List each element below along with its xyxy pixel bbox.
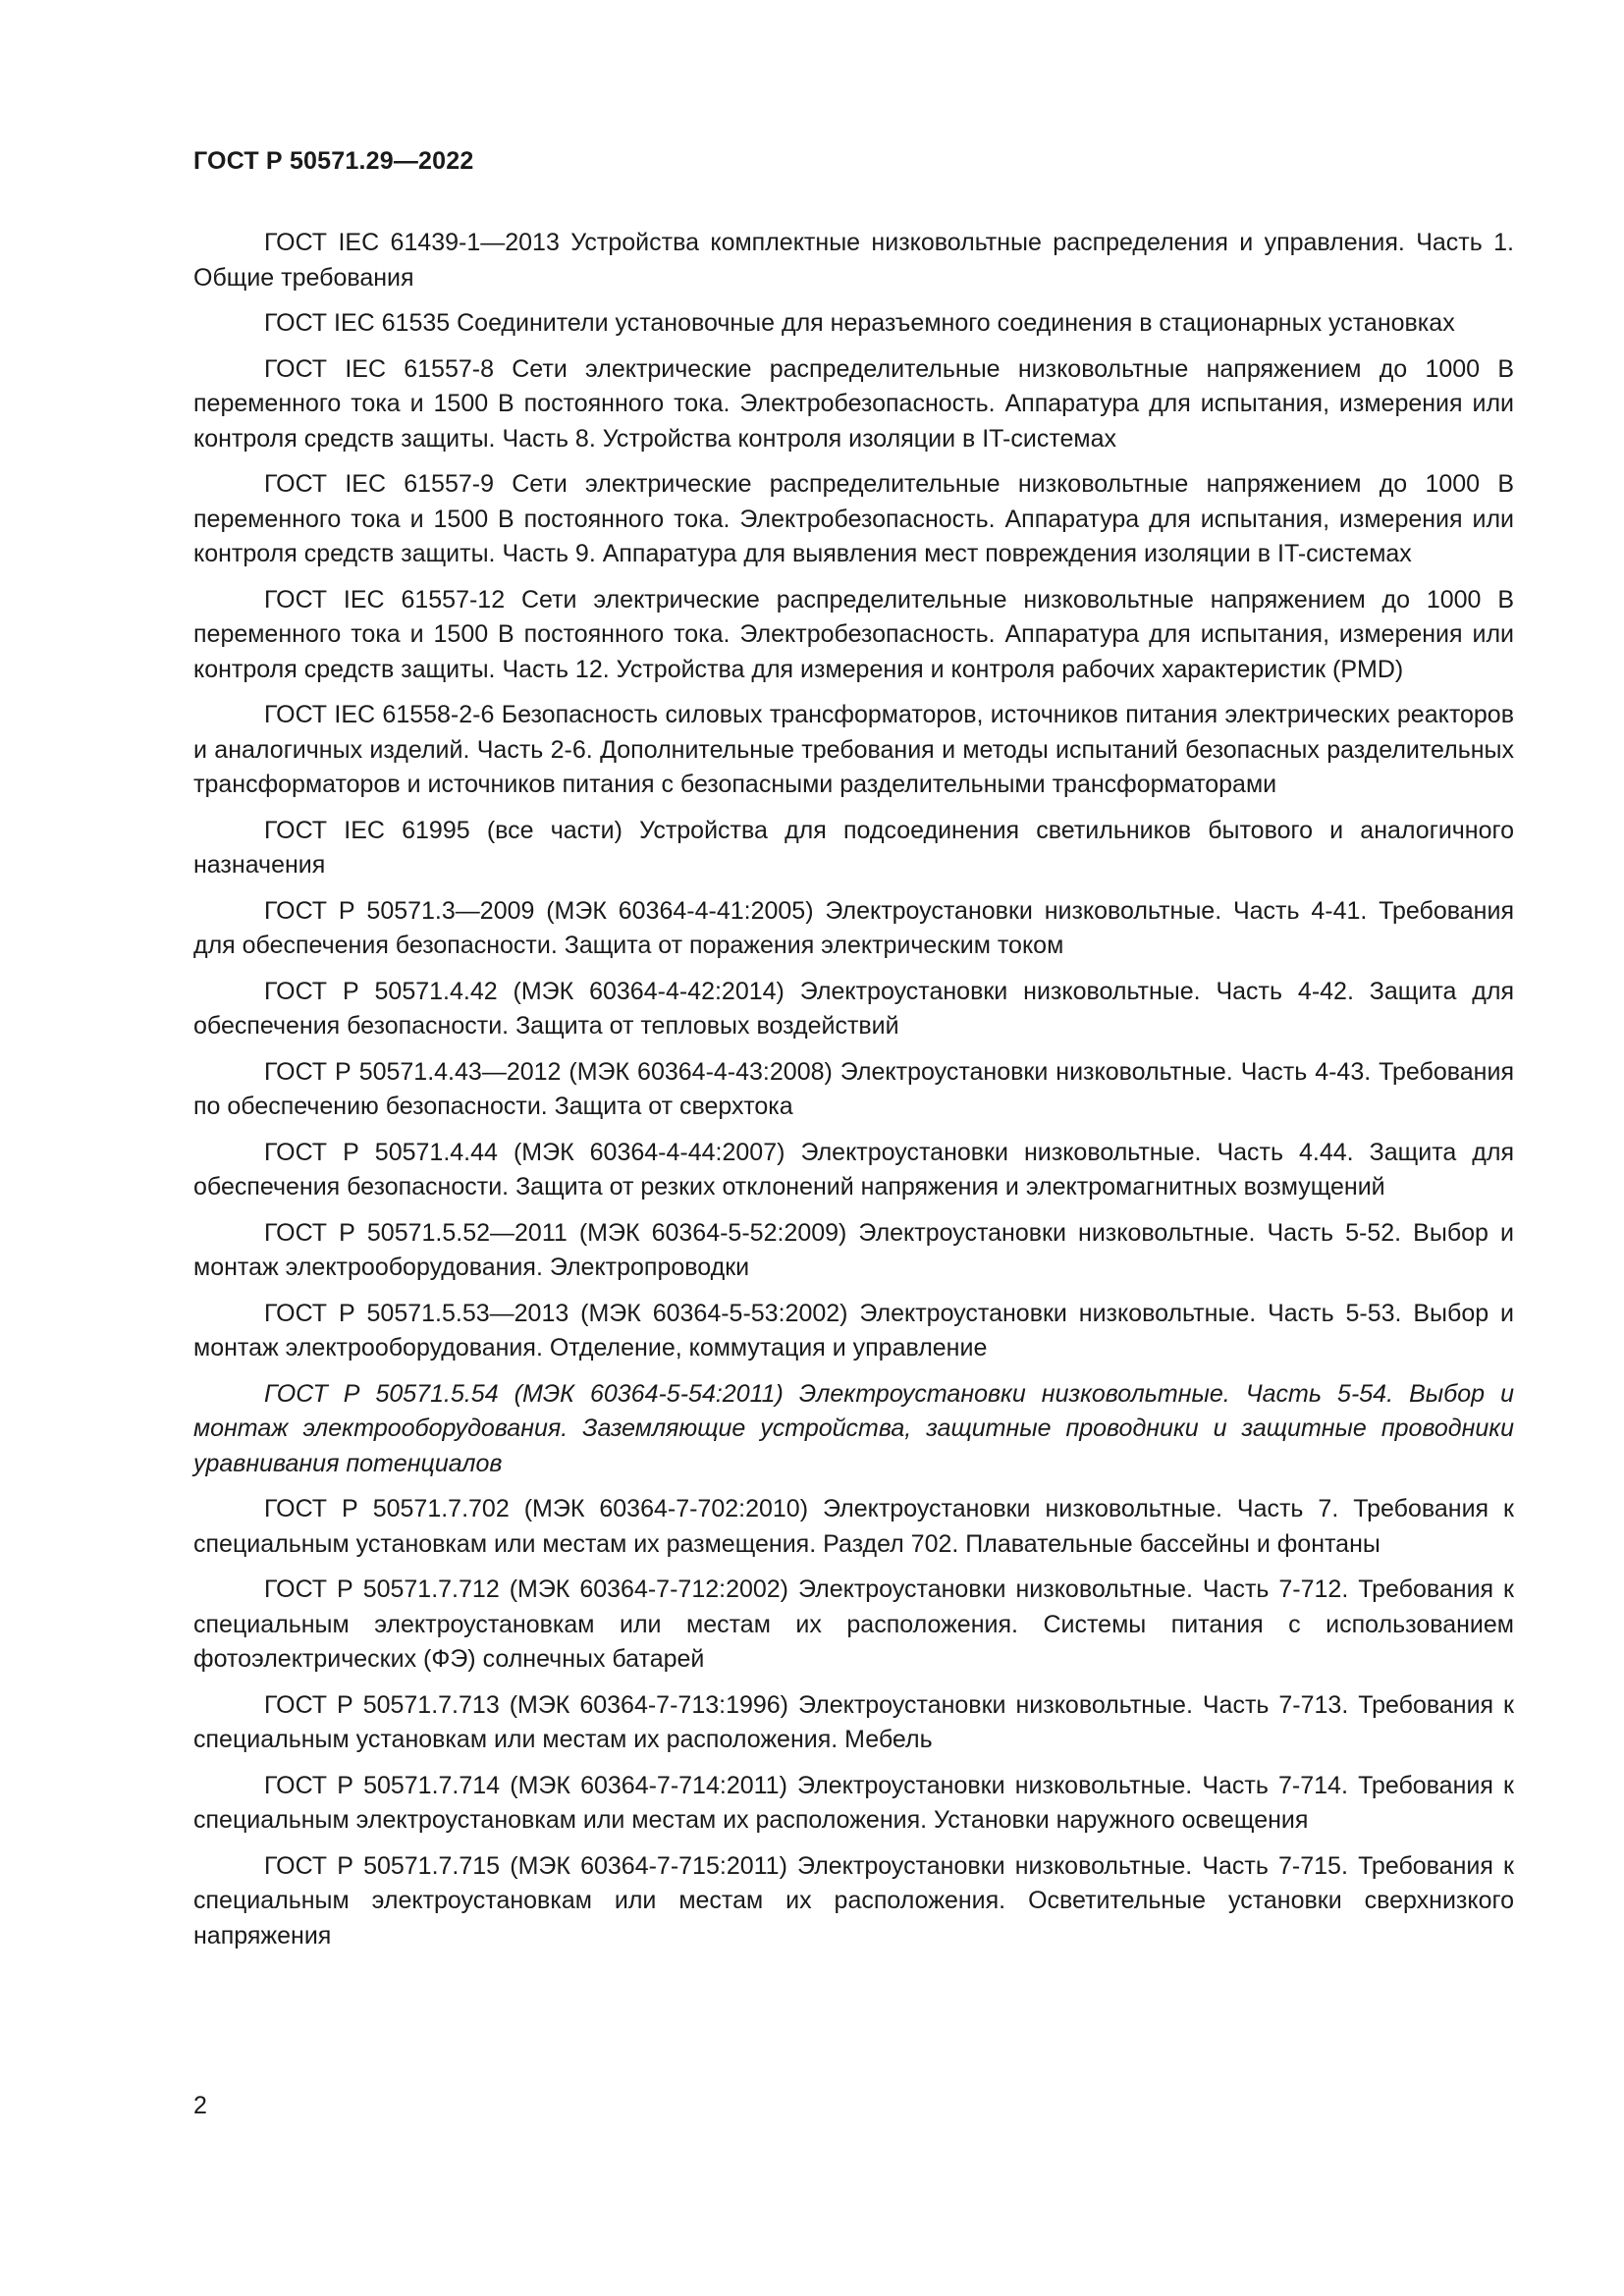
reference-entry: ГОСТ Р 50571.3—2009 (МЭК 60364-4-41:2005) Электроустановки низковольтные. Часть 4-41. Требования для обеспечения безопасности. Защита от поражения электрическим током [193,896,1514,959]
normative-references-list [193,226,1514,1964]
reference-entry: ГОСТ Р 50571.7.712 (МЭК 60364-7-712:2002) Электроустановки низковольтные. Часть 7-712. Требования к специальным электроустановкам или местам их расположения. Системы питания с использованием фотоэлектрических (ФЭ) солнечных батарей [193,1575,1514,1673]
reference-entry: ГОСТ IEC 61995 (все части) Устройства для подсоединения светильников бытового и аналогичного назначения [193,816,1514,879]
reference-entry: ГОСТ IEC 61558-2-6 Безопасность силовых трансформаторов, источников питания электрических реакторов и аналогичных изделий. Часть 2-6. Дополнительные требования и методы испытаний безопасных разделительных трансформаторов и источников питания с безопасными разделительными трансформаторами [193,701,1514,798]
reference-entry: ГОСТ IEC 61535 Соединители установочные для неразъемного соединения в стационарных установках [264,309,1455,337]
reference-entry: ГОСТ Р 50571.4.43—2012 (МЭК 60364-4-43:2008) Электроустановки низковольтные. Часть 4-43. Требования по обеспечению безопасности. Защита от сверхтока [193,1057,1514,1120]
reference-entry: ГОСТ Р 50571.7.702 (МЭК 60364-7-702:2010) Электроустановки низковольтные. Часть 7. Требования к специальным установкам или местам их размещения. Раздел 702. Плавательные бассейны и фонтаны [193,1495,1514,1558]
reference-entry: ГОСТ IEC 61439-1—2013 Устройства комплектные низковольтные распределения и управления. Часть 1. Общие требования [193,229,1514,292]
reference-entry: ГОСТ Р 50571.7.713 (МЭК 60364-7-713:1996) Электроустановки низковольтные. Часть 7-713. Требования к специальным установкам или местам их расположения. Мебель [193,1690,1514,1753]
reference-entry: ГОСТ Р 50571.7.715 (МЭК 60364-7-715:2011) Электроустановки низковольтные. Часть 7-715. Требования к специальным электроустановкам или местам их расположения. Осветительные установки сверхнизкого напряжения [193,1851,1514,1949]
reference-entry: ГОСТ Р 50571.5.53—2013 (МЭК 60364-5-53:2002) Электроустановки низковольтные. Часть 5-53. Выбор и монтаж электрооборудования. Отделение, коммутация и управление [193,1299,1514,1362]
reference-entry: ГОСТ Р 50571.4.42 (МЭК 60364-4-42:2014) Электроустановки низковольтные. Часть 4-42. Защита для обеспечения безопасности. Защита от тепловых воздействий [193,977,1514,1040]
reference-entry: ГОСТ Р 50571.5.52—2011 (МЭК 60364-5-52:2009) Электроустановки низковольтные. Часть 5-52. Выбор и монтаж электрооборудования. Электропроводки [193,1218,1514,1281]
reference-entry: ГОСТ Р 50571.4.44 (МЭК 60364-4-44:2007) Электроустановки низковольтные. Часть 4.44. Защита для обеспечения безопасности. Защита от резких отклонений напряжения и электромагнитных возмущений [193,1138,1514,1201]
reference-entry: ГОСТ IEC 61557-12 Сети электрические распределительные низковольтные напряжением до 1000 В переменного тока и 1500 В постоянного тока. Электробезопасность. Аппаратура для испытания, измерения или контроля средств защиты. Часть 12. Устройства для измерения и контроля рабочих характеристик (PMD) [193,585,1514,683]
reference-entry: ГОСТ IEC 61557-8 Сети электрические распределительные низковольтные напряжением до 1000 В переменного тока и 1500 В постоянного тока. Электробезопасность. Аппаратура для испытания, измерения или контроля средств защиты. Часть 8. Устройства контроля изоляции в IT-системах [193,354,1514,453]
reference-entry: ГОСТ IEC 61557-9 Сети электрические распределительные низковольтные напряжением до 1000 В переменного тока и 1500 В постоянного тока. Электробезопасность. Аппаратура для испытания, измерения или контроля средств защиты. Часть 9. Аппаратура для выявления мест повреждения изоляции в IT-системах [193,470,1514,567]
document-code-header: ГОСТ Р 50571.29—2022 [193,147,474,175]
reference-entry: ГОСТ Р 50571.5.54 (МЭК 60364-5-54:2011) Электроустановки низковольтные. Часть 5-54. Выбор и монтаж электрооборудования. Заземляющие устройства, защитные проводники и защитные проводники уравнивания потенциалов [193,1379,1514,1477]
page-number: 2 [193,2092,207,2119]
reference-entry: ГОСТ Р 50571.7.714 (МЭК 60364-7-714:2011) Электроустановки низковольтные. Часть 7-714. Требования к специальным электроустановкам или местам их расположения. Установки наружного освещения [193,1771,1514,1834]
